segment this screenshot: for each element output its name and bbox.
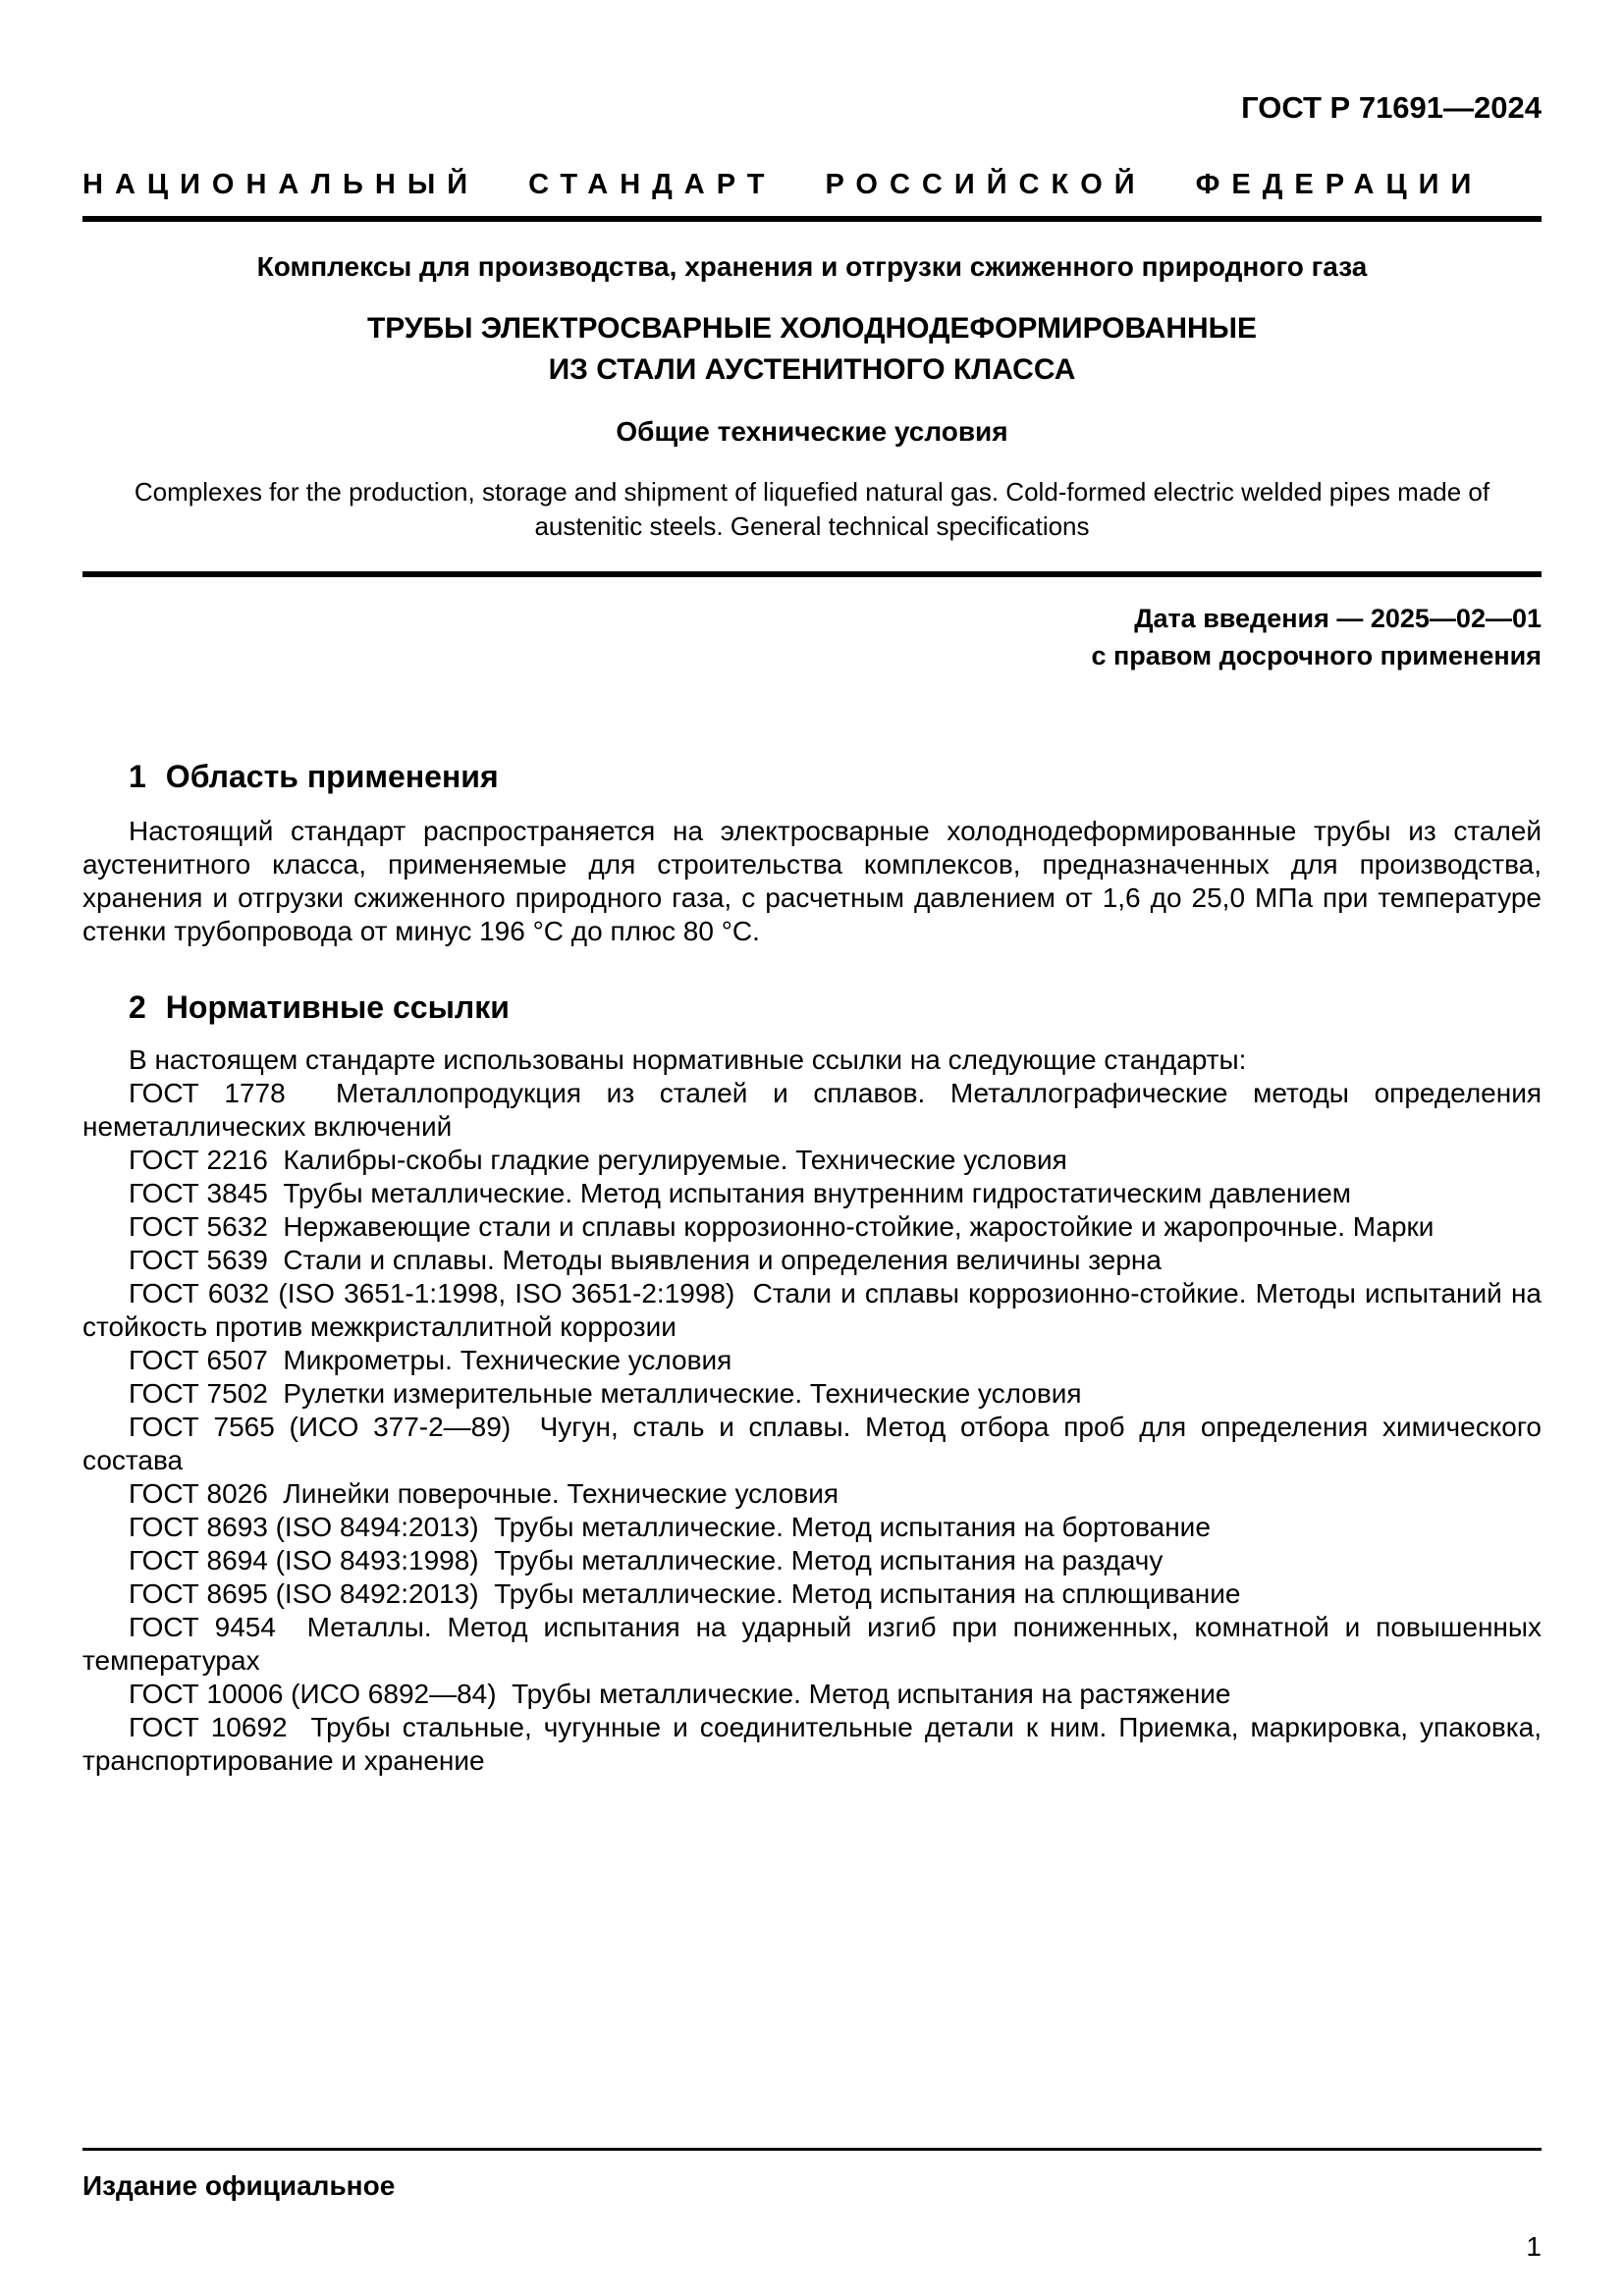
reference-item: ГОСТ 9454 Металлы. Метод испытания на ударный изгиб при пониженных, комнатной и повышенных температурах xyxy=(82,1611,1542,1676)
reference-item: ГОСТ 8026 Линейки поверочные. Технические условия xyxy=(129,1477,839,1509)
standard-title xyxy=(82,308,1542,391)
header-rule xyxy=(82,216,1542,222)
reference-item: ГОСТ 10006 (ИСО 6892—84) Трубы металлические. Метод испытания на растяжение xyxy=(129,1678,1231,1709)
reference-item: ГОСТ 5632 Нержавеющие стали и сплавы коррозионно-стойкие, жаростойкие и жаропрочные. Марки xyxy=(129,1210,1435,1242)
reference-item: ГОСТ 8693 (ISO 8494:2013) Трубы металлические. Метод испытания на бортование xyxy=(129,1511,1211,1542)
section-1-paragraph: Настоящий стандарт распространяется на электросварные холоднодеформированные трубы из сталей аустенитного класса, применяемые для строительства комплексов, предназначенных для производства, хранения и отгрузки сжиженного природного газа, с расчетным давлением от 1,6 до 25,0 МПа при температуре стенки трубопровода от минус 196 °С до плюс 80 °С. xyxy=(82,815,1542,946)
reference-item: ГОСТ 7502 Рулетки измерительные металлические. Технические условия xyxy=(129,1377,1082,1409)
reference-item: ГОСТ 1778 Металлопродукция из сталей и сплавов. Металлографические методы определения неметаллических включений xyxy=(82,1077,1542,1142)
english-title: Complexes for the production, storage and shipment of liquefied natural gas. Cold-formed electric welded pipes made of austenitic steels. General technical specifications xyxy=(134,477,1490,542)
effective-date-block xyxy=(82,601,1542,675)
title-block-rule xyxy=(82,571,1542,577)
reference-item: ГОСТ 6032 (ISO 3651-1:1998, ISO 3651-2:1998) Стали и сплавы коррозионно-стойкие. Методы испытаний на стойкость против межкристаллитной коррозии xyxy=(82,1277,1542,1342)
section-1-heading xyxy=(129,759,1542,795)
effective-date: Дата введения — 2025—02—01 xyxy=(1134,604,1542,634)
standard-subtitle: Общие технические условия xyxy=(616,416,1008,447)
section-2-number: 2 xyxy=(129,988,146,1025)
section-2-intro: В настоящем стандарте использованы нормативные ссылки на следующие стандарты: xyxy=(129,1043,1247,1075)
reference-item: ГОСТ 5639 Стали и сплавы. Методы выявления и определения величины зерна xyxy=(129,1244,1162,1275)
section-1-number: 1 xyxy=(129,758,146,794)
standard-title-line1: ТРУБЫ ЭЛЕКТРОСВАРНЫЕ ХОЛОДНОДЕФОРМИРОВАННЫЕ xyxy=(366,312,1258,345)
references-list xyxy=(82,1077,1542,1778)
reference-item: ГОСТ 8695 (ISO 8492:2013) Трубы металлические. Метод испытания на сплющивание xyxy=(129,1577,1241,1609)
footer-rule xyxy=(82,2148,1542,2151)
section-2-heading xyxy=(129,989,1542,1026)
reference-item: ГОСТ 10692 Трубы стальные, чугунные и соединительные детали к ним. Приемка, маркировка, упаковка, транспортирование и хранение xyxy=(82,1711,1542,1776)
reference-item: ГОСТ 3845 Трубы металлические. Метод испытания внутренним гидростатическим давлением xyxy=(129,1177,1352,1208)
page-number: 1 xyxy=(1526,2231,1542,2262)
reference-item: ГОСТ 2216 Калибры-скобы гладкие регулируемые. Технические условия xyxy=(129,1144,1067,1175)
reference-item: ГОСТ 7565 (ИСО 377-2—89) Чугун, сталь и сплавы. Метод отбора проб для определения химического состава xyxy=(82,1411,1542,1475)
standard-kind-heading: НАЦИОНАЛЬНЫЙ СТАНДАРТ РОССИЙСКОЙ ФЕДЕРАЦИИ xyxy=(82,169,1484,200)
page-footer xyxy=(82,2148,1542,2263)
section-2-title: Нормативные ссылки xyxy=(165,988,510,1025)
reference-item: ГОСТ 6507 Микрометры. Технические условия xyxy=(129,1344,732,1375)
edition-note: Издание официальное xyxy=(82,2170,396,2201)
standard-title-line2: ИЗ СТАЛИ АУСТЕНИТНОГО КЛАССА xyxy=(548,353,1076,386)
early-application-note: с правом досрочного применения xyxy=(1091,640,1542,670)
reference-item: ГОСТ 8694 (ISO 8493:1998) Трубы металлические. Метод испытания на раздачу xyxy=(129,1544,1164,1575)
section-1-title: Область применения xyxy=(165,758,499,794)
standard-subject: Комплексы для производства, хранения и отгрузки сжиженного природного газа xyxy=(256,251,1368,282)
doc-number: ГОСТ Р 71691—2024 xyxy=(1241,90,1542,125)
